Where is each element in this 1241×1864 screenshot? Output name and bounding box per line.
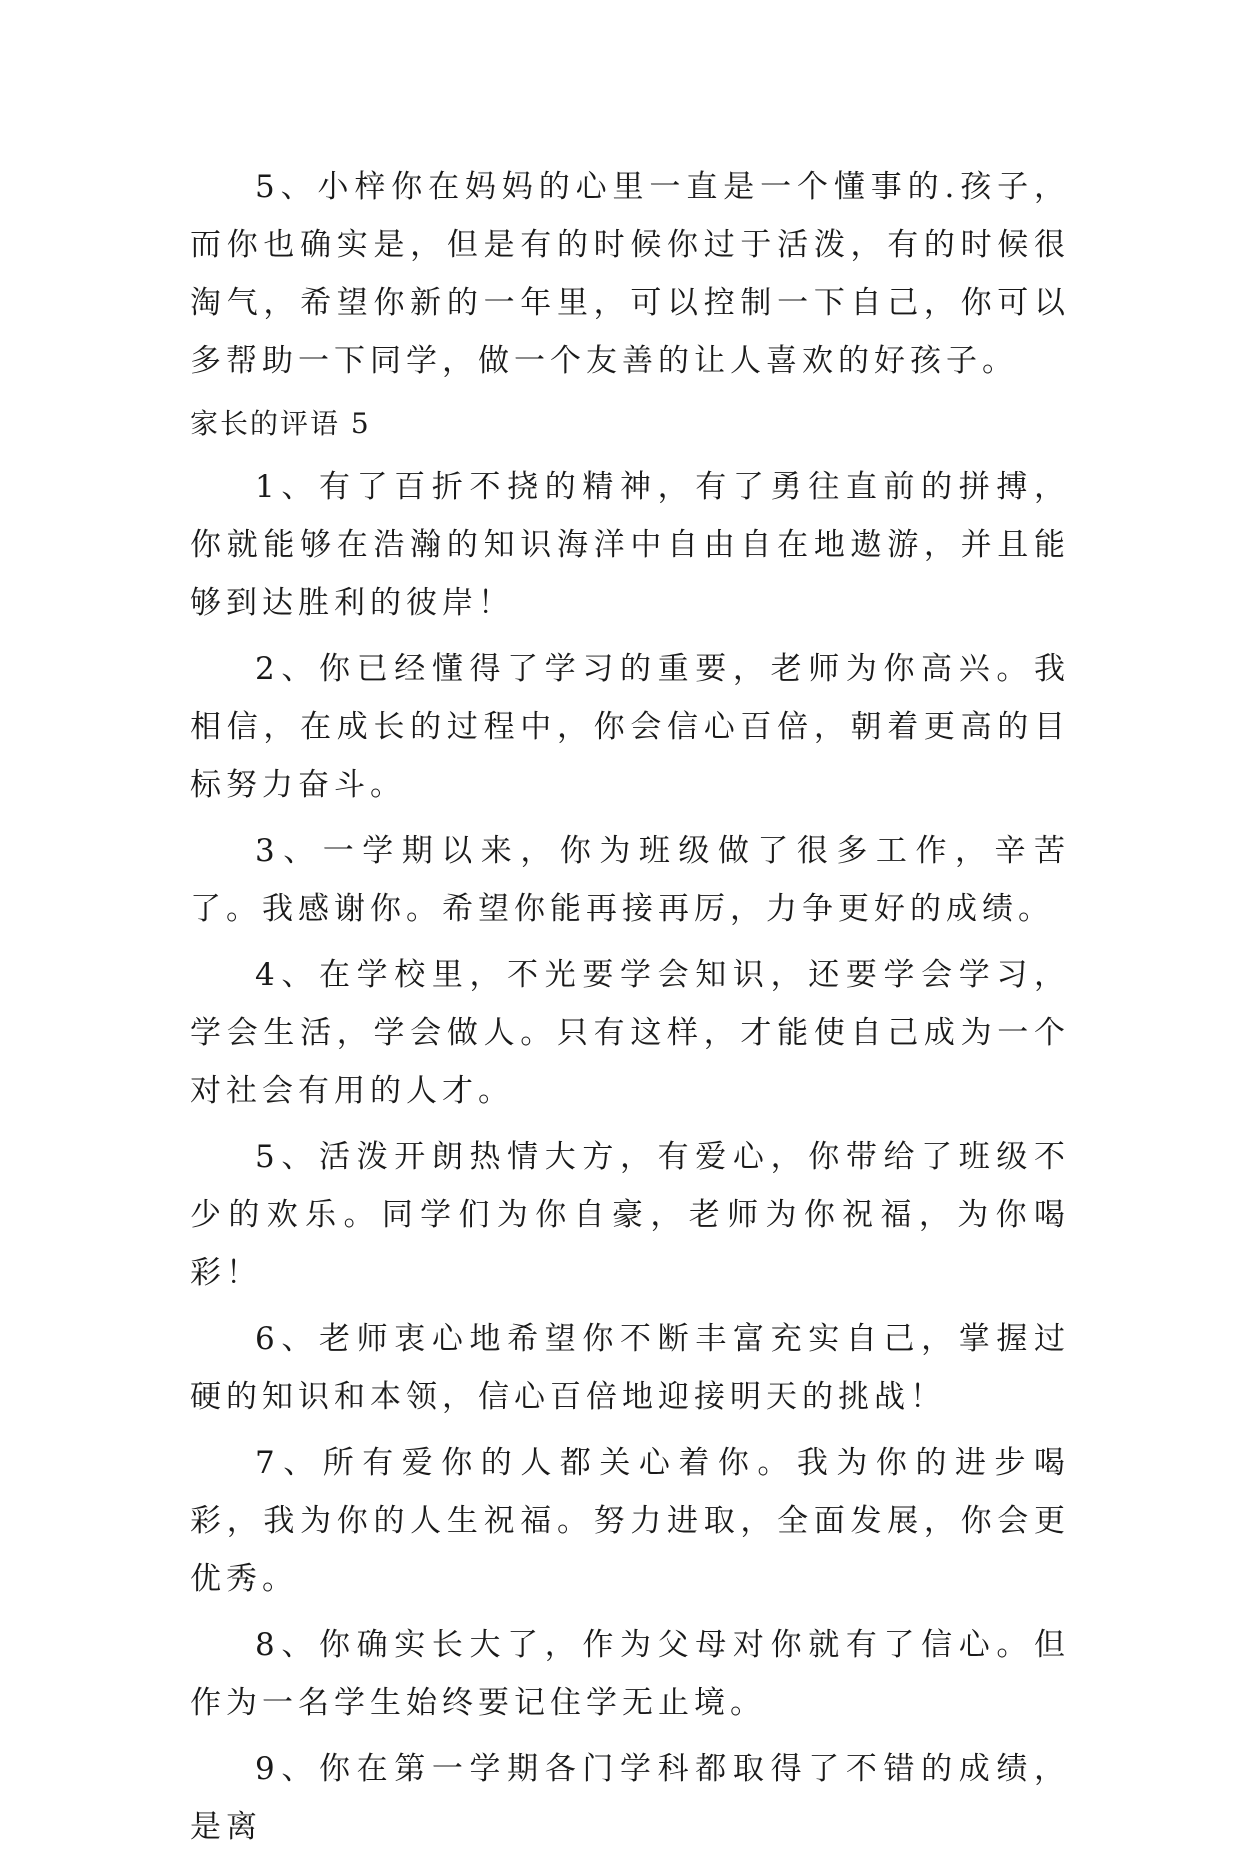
comment-item-4: 4、在学校里，不光要学会知识，还要学会学习，学会生活，学会做人。只有这样，才能使自己成为一个对社会有用的人才。 (190, 957, 1070, 1109)
comment-item-5: 5、活泼开朗热情大方，有爱心，你带给了班级不少的欢乐。同学们为你自豪，老师为你祝福，为你喝彩！ (190, 1139, 1070, 1291)
document-body (190, 158, 1070, 1864)
comment-item-1: 1、有了百折不挠的精神，有了勇往直前的拼搏，你就能够在浩瀚的知识海洋中自由自在地遨游，并且能够到达胜利的彼岸！ (190, 469, 1070, 621)
comment-item-8: 8、你确实长大了，作为父母对你就有了信心。但作为一名学生始终要记住学无止境。 (190, 1627, 1070, 1721)
comment-item-9: 9、你在第一学期各门学科都取得了不错的成绩，是离 (190, 1751, 1070, 1845)
section-heading: 家长的评语 5 (190, 407, 371, 440)
comment-item-6: 6、老师衷心地希望你不断丰富充实自己，掌握过硬的知识和本领，信心百倍地迎接明天的挑战！ (190, 1321, 1070, 1415)
intro-paragraph: 5、小梓你在妈妈的心里一直是一个懂事的.孩子，而你也确实是，但是有的时候你过于活泼，有的时候很淘气，希望你新的一年里，可以控制一下自己，你可以多帮助一下同学，做一个友善的让人喜欢的好孩子。 (190, 169, 1070, 379)
comment-item-3: 3、一学期以来，你为班级做了很多工作，辛苦了。我感谢你。希望你能再接再厉，力争更好的成绩。 (190, 833, 1070, 927)
comment-item-7: 7、所有爱你的人都关心着你。我为你的进步喝彩，我为你的人生祝福。努力进取，全面发展，你会更优秀。 (190, 1445, 1070, 1597)
comment-item-2: 2、你已经懂得了学习的重要，老师为你高兴。我相信，在成长的过程中，你会信心百倍，朝着更高的目标努力奋斗。 (190, 651, 1070, 803)
